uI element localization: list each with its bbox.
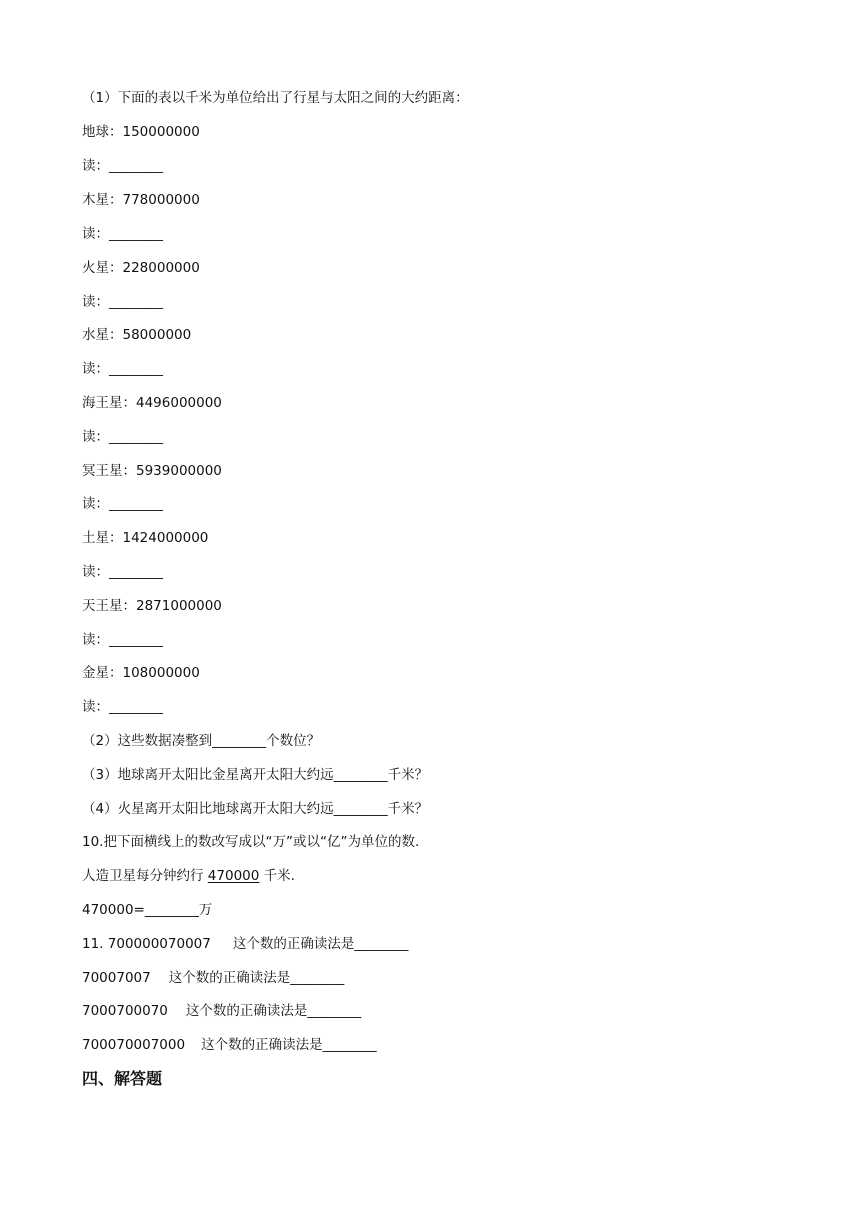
q11-line3 bbox=[82, 999, 361, 1023]
q9-intro: （1）下面的表以千米为单位给出了行星与太阳之间的大约距离： bbox=[82, 90, 469, 106]
q10-underlined-number: 470000 bbox=[207, 868, 260, 884]
q11-line3-text: 这个数的正确读法是________ bbox=[185, 1003, 362, 1019]
section-heading: 四、解答题 bbox=[82, 1069, 163, 1088]
q10-answer: 470000=________万 bbox=[82, 902, 213, 918]
earth-read-blank: 读：________ bbox=[82, 158, 163, 174]
q9-sub3: （3）地球离开太阳比金星离开太阳大约远________千米？ bbox=[82, 767, 429, 783]
mars-distance: 火星：228000000 bbox=[82, 260, 200, 276]
saturn-distance: 土星：1424000000 bbox=[82, 530, 209, 546]
neptune-distance: 海王星：4496000000 bbox=[82, 395, 222, 411]
uranus-distance: 天王星：2871000000 bbox=[82, 598, 222, 614]
q10-sentence-before: 人造卫星每分钟约行 bbox=[82, 868, 208, 884]
jupiter-distance: 木星：778000000 bbox=[82, 192, 200, 208]
q11-line3-number: 7000700070 bbox=[82, 1003, 168, 1019]
earth-distance: 地球：150000000 bbox=[82, 124, 200, 140]
jupiter-read-blank: 读：________ bbox=[82, 226, 163, 242]
q11-line1-text: 这个数的正确读法是________ bbox=[232, 936, 409, 952]
q11-line4-number: 700070007000 bbox=[82, 1037, 186, 1053]
q9-sub4: （4）火星离开太阳比地球离开太阳大约远________千米？ bbox=[82, 801, 429, 817]
mars-read-blank: 读：________ bbox=[82, 294, 163, 310]
neptune-read-blank: 读：________ bbox=[82, 429, 163, 445]
q11-line4-text: 这个数的正确读法是________ bbox=[201, 1037, 377, 1053]
venus-distance: 金星：108000000 bbox=[82, 665, 200, 681]
mercury-distance: 水星：58000000 bbox=[82, 327, 192, 343]
q9-sub2: （2）这些数据凑整到________个数位？ bbox=[82, 733, 321, 749]
q11-line2-number: 70007007 bbox=[82, 970, 151, 986]
q11-line1-number: 11. 700000070007 bbox=[82, 936, 211, 952]
q11-line2-text: 这个数的正确读法是________ bbox=[168, 970, 345, 986]
venus-read-blank: 读：________ bbox=[82, 699, 163, 715]
q10-title: 10.把下面横线上的数改写成以“万”或以“亿”为单位的数. bbox=[82, 834, 420, 850]
pluto-read-blank: 读：________ bbox=[82, 496, 163, 512]
q11-line1 bbox=[82, 932, 408, 956]
q10-sentence bbox=[82, 864, 295, 888]
saturn-read-blank: 读：________ bbox=[82, 564, 163, 580]
q11-line2 bbox=[82, 966, 344, 990]
uranus-read-blank: 读：________ bbox=[82, 632, 163, 648]
q10-sentence-after: 千米. bbox=[259, 868, 295, 884]
pluto-distance: 冥王星：5939000000 bbox=[82, 463, 222, 479]
mercury-read-blank: 读：________ bbox=[82, 361, 163, 377]
q11-line4 bbox=[82, 1033, 377, 1057]
